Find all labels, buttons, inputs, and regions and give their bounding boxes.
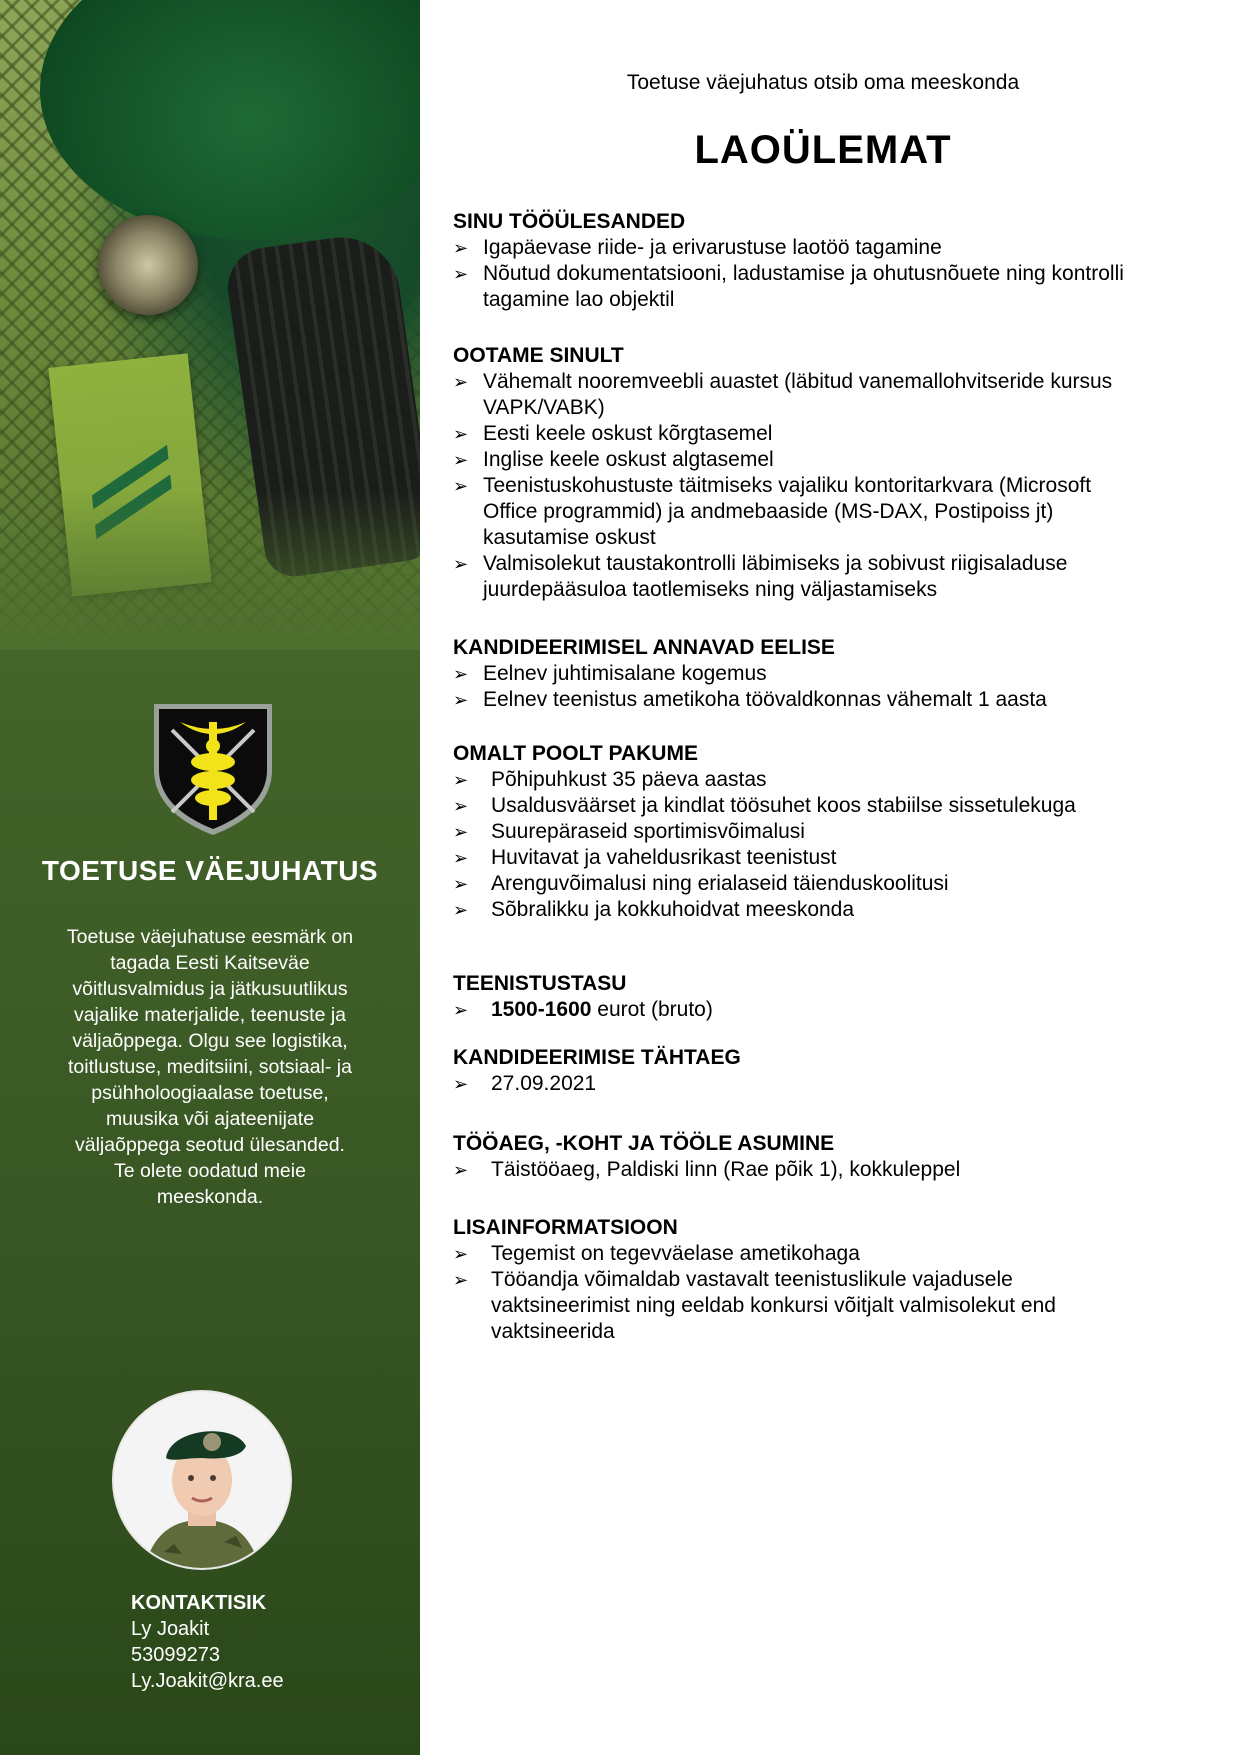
list-item-text: juurdepääsuloa taotlemiseks ning väljastamiseks: [483, 578, 938, 601]
list-item-text: Nõutud dokumentatsiooni, ladustamise ja ohutusnõuete ning kontrolli: [483, 262, 1124, 285]
expect-list: [453, 369, 1213, 603]
list-item-text: Vähemalt nooremveebli auastet (läbitud vanemallohvitseride kursus: [483, 370, 1113, 393]
list-item: [453, 1157, 1213, 1183]
section-title: KANDIDEERIMISEL ANNAVAD EELISE: [453, 636, 835, 659]
arrow-bullet-icon: ➢: [453, 770, 469, 790]
arrow-bullet-icon: ➢: [453, 1160, 469, 1180]
salary-list: [453, 997, 1213, 1023]
list-item: [453, 845, 1213, 871]
list-item-text: 27.09.2021: [491, 1072, 597, 1095]
section-title: TÖÖAEG, -KOHT JA TÖÖLE ASUMINE: [453, 1132, 835, 1155]
arrow-bullet-icon: ➢: [453, 450, 469, 470]
list-item-text: Office programmid) ja andmebaaside (MS-DAX, Postipoiss jt): [483, 500, 1054, 523]
section-deadline: [453, 1045, 1213, 1097]
list-item: [453, 1241, 1213, 1267]
list-item: [453, 819, 1213, 845]
description-line: tagada Eesti Kaitseväe: [110, 952, 310, 974]
list-item-text: kasutamise oskust: [483, 526, 656, 549]
salary-amount: 1500-1600: [491, 998, 592, 1021]
list-item: [453, 793, 1213, 819]
deadline-list: [453, 1071, 1213, 1097]
section-title: TEENISTUSTASU: [453, 972, 627, 995]
list-item-text: vaktsineerimist ning eeldab konkursi võitjalt valmisolekut end: [491, 1294, 1056, 1317]
list-item-text: Täistööaeg, Paldiski linn (Rae põik 1), kokkuleppel: [491, 1158, 961, 1181]
ad-subtitle: Toetuse väejuhatus otsib oma meeskonda: [626, 71, 1020, 94]
arrow-bullet-icon: ➢: [453, 690, 469, 710]
list-item-text: Tööandja võimaldab vastavalt teenistuslikule vajadusele: [491, 1268, 1013, 1291]
list-item-text: vaktsineerida: [491, 1320, 615, 1343]
place-list: [453, 1157, 1213, 1183]
description-line: muusika või ajateenijate: [105, 1108, 315, 1130]
job-title: LAOÜLEMAT: [694, 128, 952, 172]
list-item-text: Eelnev juhtimisalane kogemus: [483, 662, 767, 685]
offer-list: [453, 767, 1213, 923]
list-item: [453, 421, 1213, 447]
list-item-text: Igapäevase riide- ja erivarustuse laotöö tagamine: [483, 236, 942, 259]
arrow-bullet-icon: ➢: [453, 424, 469, 444]
person-photo-icon: [114, 1392, 290, 1568]
section-title: OMALT POOLT PAKUME: [453, 742, 698, 765]
contact-title: KONTAKTISIK: [131, 1592, 267, 1614]
description-line: väljaõppega seotud ülesanded.: [75, 1134, 345, 1156]
list-item-text: Arenguvõimalusi ning erialaseid täienduskoolitusi: [491, 872, 949, 895]
section-salary: [453, 971, 1213, 1023]
list-item: [453, 447, 1213, 473]
arrow-bullet-icon: ➢: [453, 1270, 469, 1290]
list-item-text: VAPK/VABK): [483, 396, 605, 419]
list-item-text: Suurepäraseid sportimisvõimalusi: [491, 820, 805, 843]
description-line: meeskonda.: [156, 1186, 264, 1208]
section-title: KANDIDEERIMISE TÄHTAEG: [453, 1046, 741, 1069]
section-expect: [453, 343, 1213, 603]
list-item-text: Põhipuhkust 35 päeva aastas: [491, 768, 767, 791]
description-line: Te olete oodatud meie: [114, 1160, 306, 1182]
list-item: [453, 997, 1213, 1023]
contact-block: [131, 1590, 284, 1694]
section-title: OOTAME SINULT: [453, 344, 624, 367]
description-line: psühholoogiaalase toetuse,: [91, 1082, 329, 1104]
section-advantage: [453, 635, 1213, 713]
duties-list: [453, 235, 1213, 313]
list-item: [453, 551, 1213, 603]
list-item-text: Inglise keele oskust algtasemel: [483, 448, 774, 471]
description-line: toitlustuse, meditsiini, sotsiaal- ja: [68, 1056, 352, 1078]
arrow-bullet-icon: ➢: [453, 796, 469, 816]
list-item: [453, 261, 1213, 313]
list-item: [453, 1267, 1213, 1345]
arrow-bullet-icon: ➢: [453, 1000, 469, 1020]
section-offer: [453, 741, 1213, 923]
contact-name: Ly Joakit: [131, 1618, 210, 1640]
section-title: SINU TÖÖÜLESANDED: [453, 210, 686, 233]
beret-badge-icon: [98, 215, 198, 315]
list-item: [453, 473, 1213, 551]
arrow-bullet-icon: ➢: [453, 264, 469, 284]
list-item: [453, 235, 1213, 261]
description-line: väljaõppega. Olgu see logistika,: [72, 1030, 348, 1052]
list-item-text: tagamine lao objektil: [483, 288, 675, 311]
sidebar: [0, 0, 420, 1755]
arrow-bullet-icon: ➢: [453, 554, 469, 574]
list-item-text: Huvitavat ja vaheldusrikast teenistust: [491, 846, 837, 869]
list-item-text: Eelnev teenistus ametikoha töövaldkonnas vähemalt 1 aasta: [483, 688, 1047, 711]
description-line: vajalike materjalide, teenuste ja: [73, 1004, 347, 1026]
list-item: [453, 687, 1213, 713]
hero-photo: [0, 0, 420, 650]
info-list: [453, 1241, 1213, 1345]
beret-image: [40, 0, 420, 240]
description-line: Toetuse väejuhatuse eesmärk on: [66, 926, 354, 948]
list-item-text: Valmisolekut taustakontrolli läbimiseks ja sobivust riigisaladuse: [483, 552, 1068, 575]
rank-strap-image: [48, 353, 211, 596]
list-item-text: Eesti keele oskust kõrgtasemel: [483, 422, 773, 445]
list-item-text: Teenistuskohustuste täitmiseks vajaliku kontoritarkvara (Microsoft: [483, 474, 1092, 497]
arrow-bullet-icon: ➢: [453, 1074, 469, 1094]
arrow-bullet-icon: ➢: [453, 476, 469, 496]
description-line: võitlusvalmidus ja jätkusuutlikus: [72, 978, 348, 1000]
glove-image: [223, 230, 420, 580]
list-item: [453, 871, 1213, 897]
arrow-bullet-icon: ➢: [453, 874, 469, 894]
section-info: [453, 1215, 1213, 1345]
contact-avatar: [112, 1390, 292, 1570]
list-item: [453, 897, 1213, 923]
advantage-list: [453, 661, 1213, 713]
arrow-bullet-icon: ➢: [453, 900, 469, 920]
contact-email[interactable]: Ly.Joakit@kra.ee: [131, 1670, 284, 1692]
list-item: [453, 369, 1213, 421]
list-item-text: Tegemist on tegevväelase ametikohaga: [491, 1242, 860, 1265]
arrow-bullet-icon: ➢: [453, 238, 469, 258]
arrow-bullet-icon: ➢: [453, 822, 469, 842]
list-item: [453, 661, 1213, 687]
list-item-text: Usaldusväärset ja kindlat töösuhet koos stabiilse sissetulekuga: [491, 794, 1076, 817]
salary-suffix: eurot (bruto): [591, 998, 713, 1021]
list-item-text: Sõbralikku ja kokkuhoidvat meeskonda: [491, 898, 855, 921]
list-item: [453, 1071, 1213, 1097]
unit-crest-icon: [150, 700, 276, 838]
unit-description: [60, 924, 360, 1210]
section-title: LISAINFORMATSIOON: [453, 1216, 678, 1239]
list-item: [453, 767, 1213, 793]
section-duties: [453, 209, 1213, 313]
arrow-bullet-icon: ➢: [453, 664, 469, 684]
contact-phone[interactable]: 53099273: [131, 1644, 220, 1666]
unit-name: TOETUSE VÄEJUHATUS: [41, 855, 379, 886]
arrow-bullet-icon: ➢: [453, 848, 469, 868]
arrow-bullet-icon: ➢: [453, 1244, 469, 1264]
arrow-bullet-icon: ➢: [453, 372, 469, 392]
section-place: [453, 1131, 1213, 1183]
